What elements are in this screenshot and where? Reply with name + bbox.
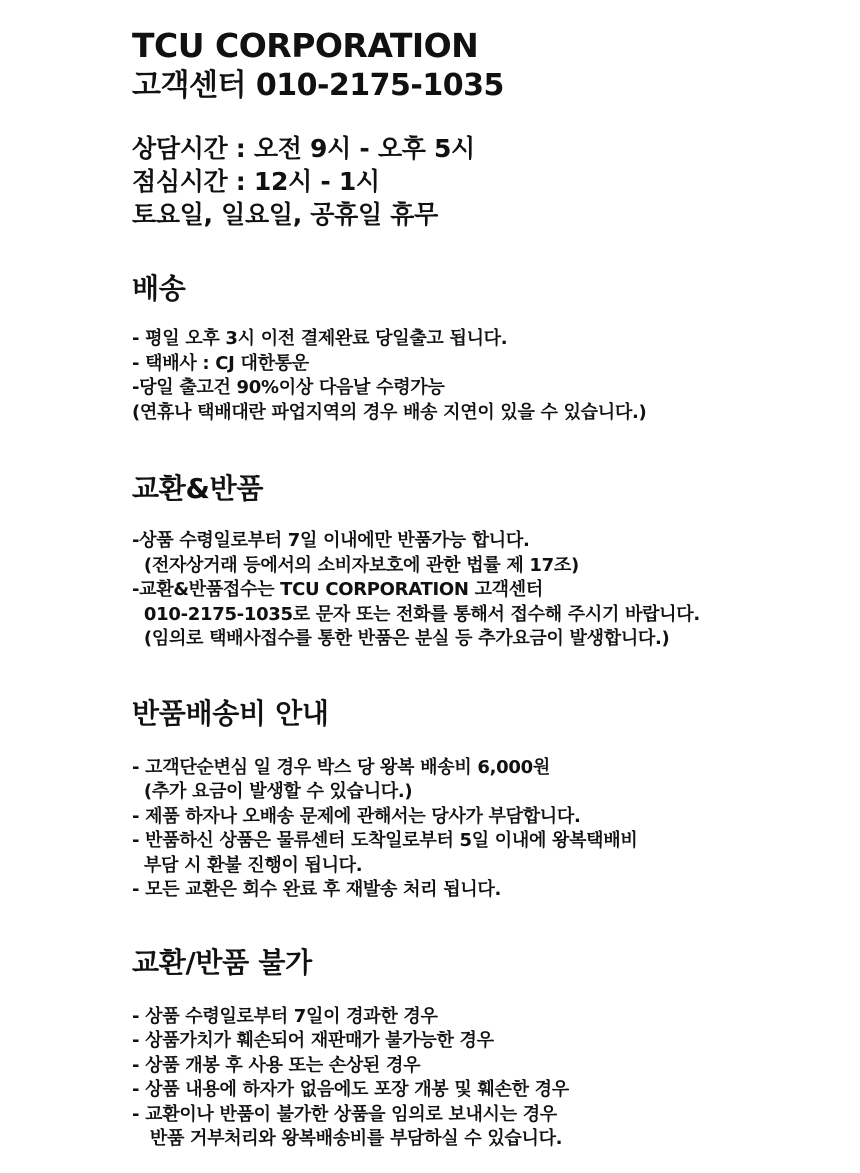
return-fee-section (132, 696, 832, 903)
closed-days: 토요일, 일요일, 공휴일 휴무 (132, 200, 438, 229)
return-fee-line: - 모든 교환은 회수 완료 후 재발송 처리 됩니다. (132, 879, 502, 900)
unavailable-lines (132, 1005, 832, 1152)
consult-hours: 상담시간 : 오전 9시 - 오후 5시 (132, 134, 475, 163)
shipping-line: (연휴나 택배대란 파업지역의 경우 배송 지연이 있을 수 있습니다.) (132, 401, 647, 423)
shipping-section (132, 271, 832, 425)
customer-center-phone: 고객센터 010-2175-1035 (132, 68, 504, 103)
unavailable-line: 반품 거부처리와 왕복배송비를 부담하실 수 있습니다. (132, 1128, 563, 1149)
shipping-line: -당일 출고건 90%이상 다음날 수령가능 (132, 377, 445, 398)
exchange-section (132, 471, 832, 652)
shipping-title: 배송 (132, 272, 186, 305)
unavailable-section (132, 945, 832, 1152)
exchange-line: -상품 수령일로부터 7일 이내에만 반품가능 합니다. (132, 530, 530, 551)
exchange-title: 교환&반품 (132, 472, 264, 505)
return-fee-line: - 고객단순변심 일 경우 박스 당 왕복 배송비 6,000원 (132, 756, 550, 778)
business-hours (132, 132, 832, 231)
return-fee-title: 반품배송비 안내 (132, 696, 329, 730)
policy-document (132, 26, 832, 1152)
exchange-line: (임의로 택배사접수를 통한 반품은 분실 등 추가요금이 발생합니다.) (132, 628, 670, 649)
return-fee-line: (추가 요금이 발생할 수 있습니다.) (132, 781, 413, 802)
lunch-hours: 점심시간 : 12시 - 1시 (132, 167, 380, 196)
return-fee-line: 부담 시 환불 진행이 됩니다. (132, 854, 363, 876)
unavailable-title: 교환/반품 불가 (132, 945, 312, 979)
unavailable-line: - 상품 내용에 하자가 없음에도 포장 개봉 및 훼손한 경우 (132, 1079, 569, 1100)
return-fee-line: - 반품하신 상품은 물류센터 도착일로부터 5일 이내에 왕복택배비 (132, 830, 638, 851)
company-name: TCU CORPORATION (132, 26, 479, 65)
shipping-lines (132, 327, 832, 425)
unavailable-line: - 상품 수령일로부터 7일이 경과한 경우 (132, 1005, 438, 1027)
shipping-line: - 택배사 : CJ 대한통운 (132, 352, 309, 374)
unavailable-line: - 상품 개봉 후 사용 또는 손상된 경우 (132, 1054, 421, 1076)
shipping-line: - 평일 오후 3시 이전 결제완료 당일출고 됩니다. (132, 328, 508, 349)
return-fee-lines (132, 756, 832, 903)
unavailable-line: - 상품가치가 훼손되어 재판매가 불가능한 경우 (132, 1030, 494, 1051)
exchange-line: 010-2175-1035로 문자 또는 전화를 통해서 접수해 주시기 바랍니다. (132, 603, 700, 625)
exchange-line: (전자상거래 등에서의 소비자보호에 관한 법률 제 17조) (132, 554, 579, 576)
return-fee-line: - 제품 하자나 오배송 문제에 관해서는 당사가 부담합니다. (132, 805, 581, 827)
exchange-line: -교환&반품접수는 TCU CORPORATION 고객센터 (132, 579, 543, 600)
exchange-lines (132, 529, 832, 652)
unavailable-line: - 교환이나 반품이 불가한 상품을 임의로 보내시는 경우 (132, 1103, 557, 1125)
